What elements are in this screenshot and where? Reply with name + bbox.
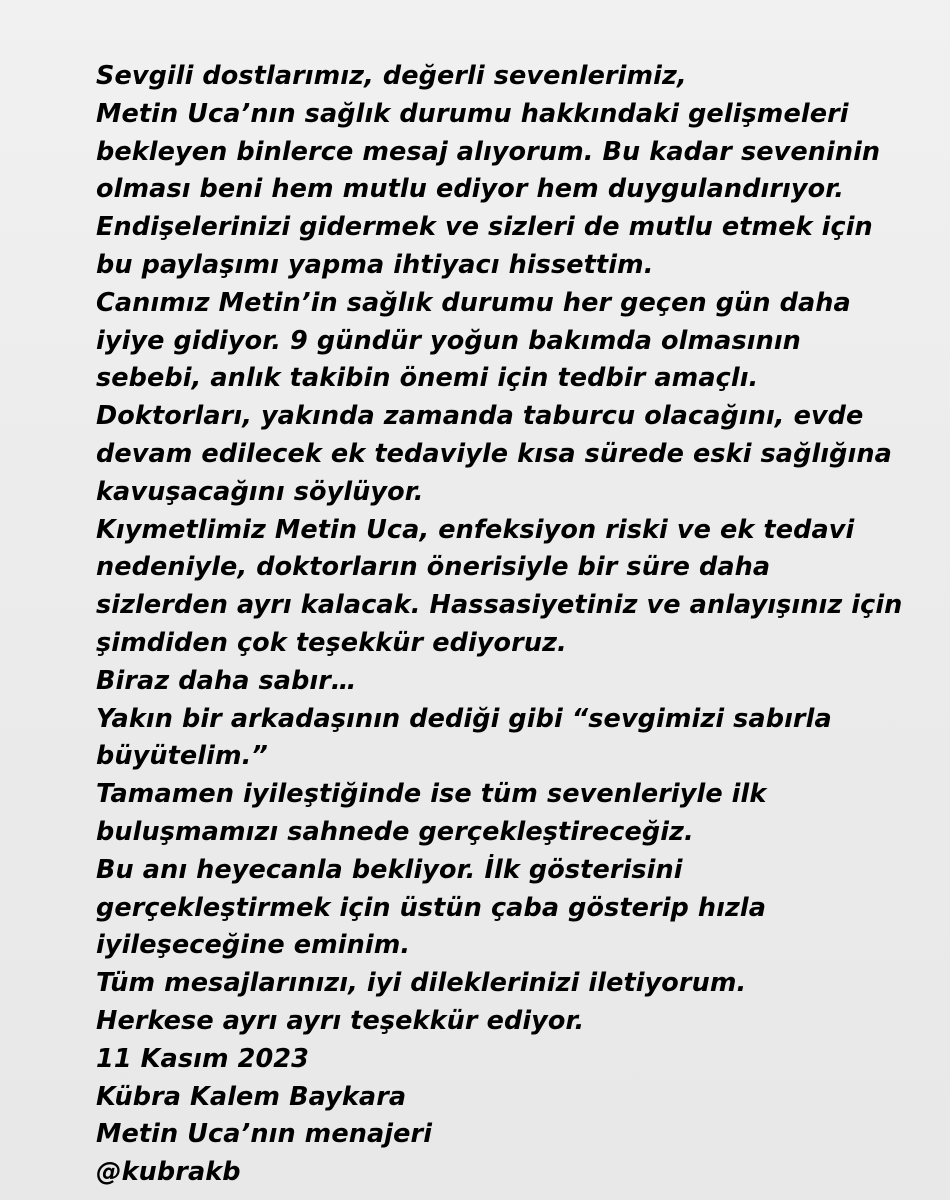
text-line: Yakın bir arkadaşının dediği gibi “sevgimizi sabırla	[96, 703, 832, 734]
text-line: Bu anı heyecanla bekliyor. İlk gösterisini	[96, 854, 683, 885]
text-line: devam edilecek ek tedaviyle kısa sürede eski sağlığına	[96, 438, 892, 469]
text-line: buluşmamızı sahnede gerçekleştireceğiz.	[96, 816, 694, 847]
text-line: iyileşeceğine eminim.	[96, 930, 411, 961]
text-line: nedeniyle, doktorların önerisiyle bir süre daha	[96, 552, 771, 583]
text-line: bu paylaşımı yapma ihtiyacı hissettim.	[96, 249, 654, 280]
greeting-line: Sevgili dostlarımız, değerli sevenlerimiz,	[96, 61, 687, 91]
text-line: kavuşacağını söylüyor.	[96, 476, 424, 507]
text-line: Tamamen iyileştiğinde ise tüm sevenleriyle ilk	[96, 779, 767, 810]
text-line: Kıymetlimiz Metin Uca, enfeksiyon riski ve ek tedavi	[96, 514, 855, 545]
signature-name: Kübra Kalem Baykara	[96, 1081, 407, 1112]
text-line: Tüm mesajlarınızı, iyi dileklerinizi iletiyorum.	[96, 968, 747, 999]
date-line: 11 Kasım 2023	[96, 1043, 309, 1074]
text-line: sizlerden ayrı kalacak. Hassasiyetiniz ve anlayışınız için	[96, 590, 903, 621]
signature-handle: @kubrakb	[96, 1157, 241, 1188]
text-line: gerçekleştirmek için üstün çaba gösterip hızla	[96, 892, 767, 923]
text-line: Biraz daha sabır…	[96, 665, 357, 696]
text-line: bekleyen binlerce mesaj alıyorum. Bu kadar seveninin	[96, 136, 881, 167]
text-line: büyütelim.”	[96, 741, 268, 772]
text-line: sebebi, anlık takibin önemi için tedbir amaçlı.	[96, 363, 759, 394]
text-line: Endişelerinizi gidermek ve sizleri de mutlu etmek için	[96, 212, 873, 243]
text-line: Doktorları, yakında zamanda taburcu olacağını, evde	[96, 401, 864, 432]
text-line: iyiye gidiyor. 9 gündür yoğun bakımda olmasının	[96, 325, 801, 356]
signature-role: Metin Uca’nın menajeri	[96, 1119, 433, 1150]
text-line: olması beni hem mutlu ediyor hem duygulandırıyor.	[96, 174, 845, 205]
text-line: Canımız Metin’in sağlık durumu her geçen gün daha	[96, 287, 851, 318]
statement-text	[96, 58, 916, 1192]
text-line: Herkese ayrı ayrı teşekkür ediyor.	[96, 1005, 585, 1036]
text-line: şimdiden çok teşekkür ediyoruz.	[96, 627, 567, 658]
text-line: Metin Uca’nın sağlık durumu hakkındaki gelişmeleri	[96, 98, 849, 129]
